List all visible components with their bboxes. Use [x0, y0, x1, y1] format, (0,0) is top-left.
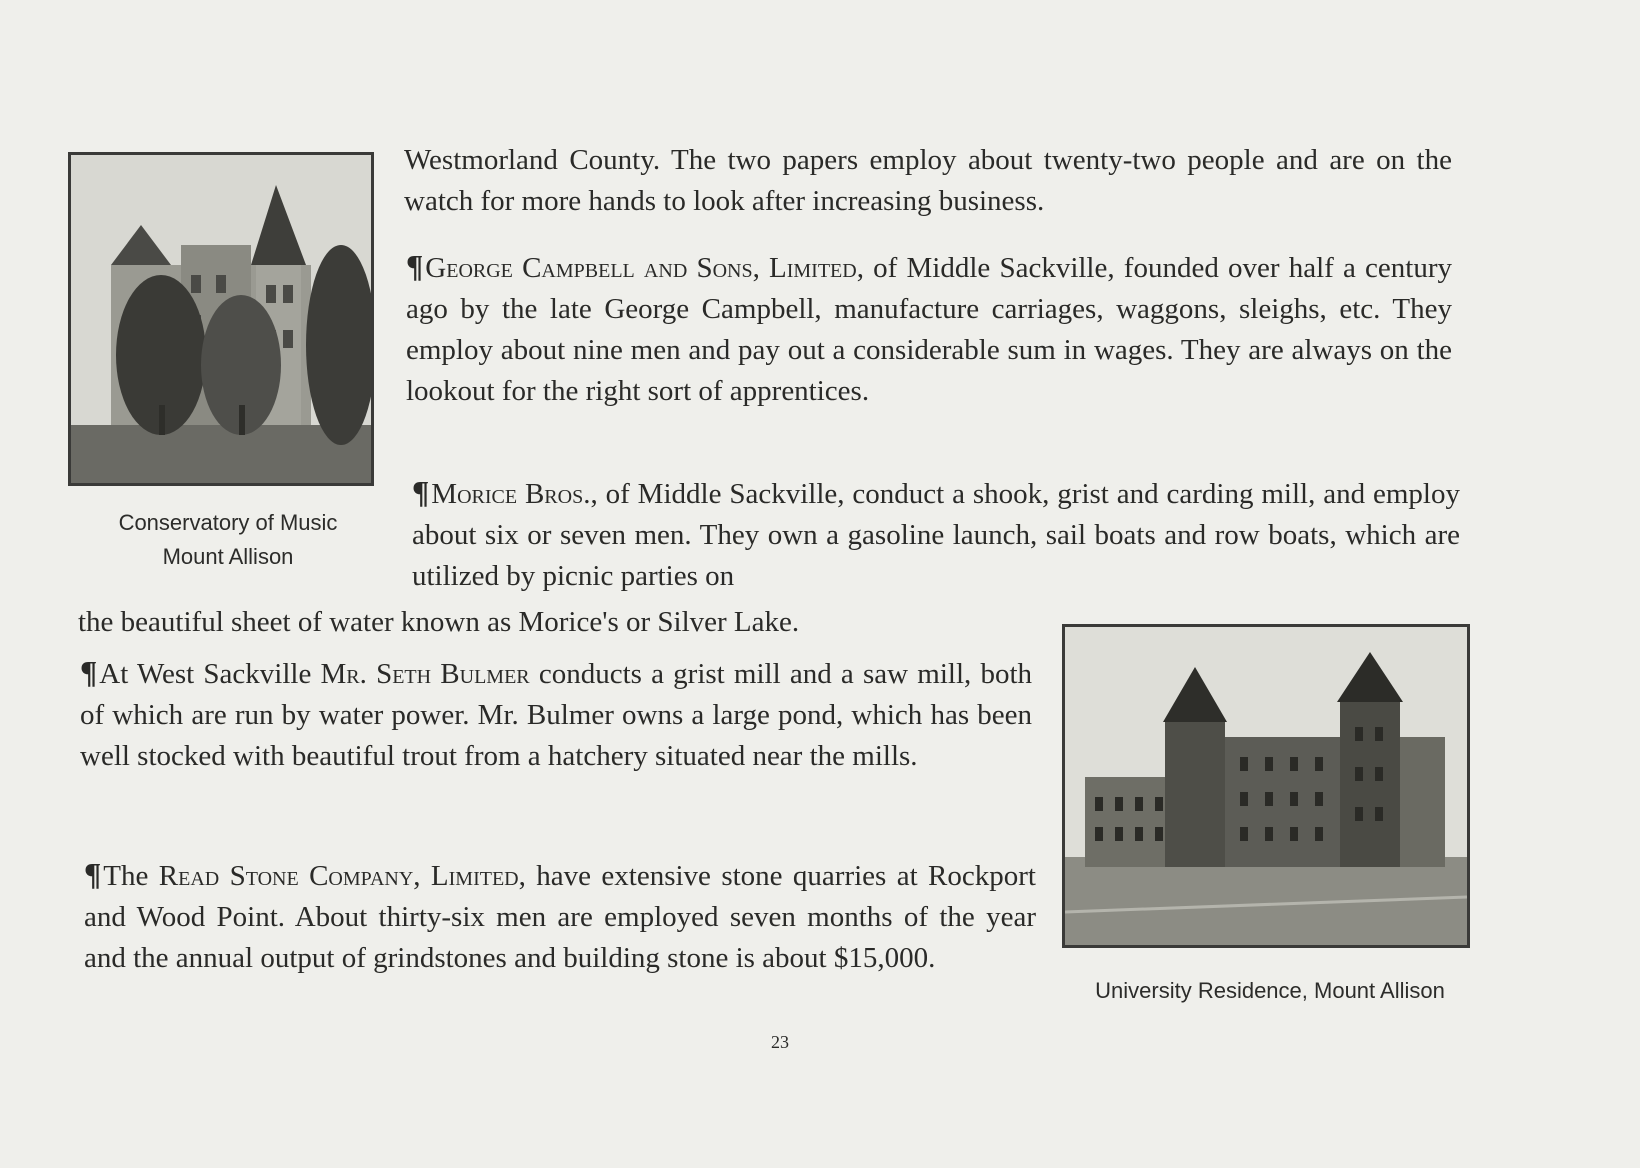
- paragraph-lead: The: [103, 860, 159, 892]
- paragraph-morice: [412, 472, 1460, 597]
- residence-caption: University Residence, Mount Allison: [1095, 978, 1445, 1003]
- conservatory-photo: [68, 152, 374, 486]
- residence-photo: [1062, 624, 1470, 948]
- paragraph-text: conducts a grist mill and a saw mill, both of which are run by water power. Mr. Bulmer owns a large pond, which has been well stocked with beautiful trout from a hatchery situated near the mills.: [80, 658, 1033, 772]
- paragraph-westmorland: [404, 140, 1452, 222]
- pilcrow-mark: ¶: [406, 248, 424, 284]
- paragraph-read-stone: [84, 854, 1036, 979]
- paragraph-campbell: [406, 246, 1452, 412]
- conservatory-image: [71, 155, 371, 483]
- firm-name: Morice Bros.: [431, 478, 591, 510]
- paragraph-bulmer: [80, 652, 1032, 777]
- conservatory-caption-line1: Conservatory of Music: [118, 510, 338, 535]
- firm-name: George Campbell and Sons, Limited: [425, 252, 857, 284]
- conservatory-caption: [78, 506, 378, 574]
- page-number: 23: [771, 1032, 789, 1052]
- paragraph-text: , of Middle Sackville, conduct a shook, grist and carding mill, and employ about six or seven men. They own a gasoline launch, sail boats and row boats, which are utilized by picnic parties on: [412, 478, 1460, 592]
- paragraph-morice-continued: [78, 602, 1034, 643]
- paragraph-text: the beautiful sheet of water known as Morice's or Silver Lake.: [78, 606, 800, 638]
- paragraph-text: , of Middle Sackville, founded over half a century ago by the late George Campbell, manufacture carriages, waggons, sleighs, etc. They employ about nine men and pay out a considerable sum in wages. They are always on the lookout for the right sort of apprentices.: [406, 252, 1452, 407]
- pilcrow-mark: ¶: [412, 474, 430, 510]
- paragraph-lead: At West Sackville: [99, 658, 321, 690]
- paragraph-text: , have extensive stone quarries at Rockport and Wood Point. About thirty-six men are employed seven months of the year and the annual output of grindstones and building stone is about $15,000.: [84, 860, 1036, 974]
- conservatory-caption-line2: Mount Allison: [162, 544, 294, 569]
- pilcrow-mark: ¶: [80, 654, 98, 690]
- person-name: Mr. Seth Bulmer: [320, 658, 530, 690]
- residence-image: [1065, 627, 1467, 945]
- pilcrow-mark: ¶: [84, 856, 102, 892]
- firm-name: Read Stone Company, Limited: [158, 860, 519, 892]
- paragraph-text: Westmorland County. The two papers employ about twenty-two people and are on the watch for more hands to look after increasing business.: [404, 144, 1452, 217]
